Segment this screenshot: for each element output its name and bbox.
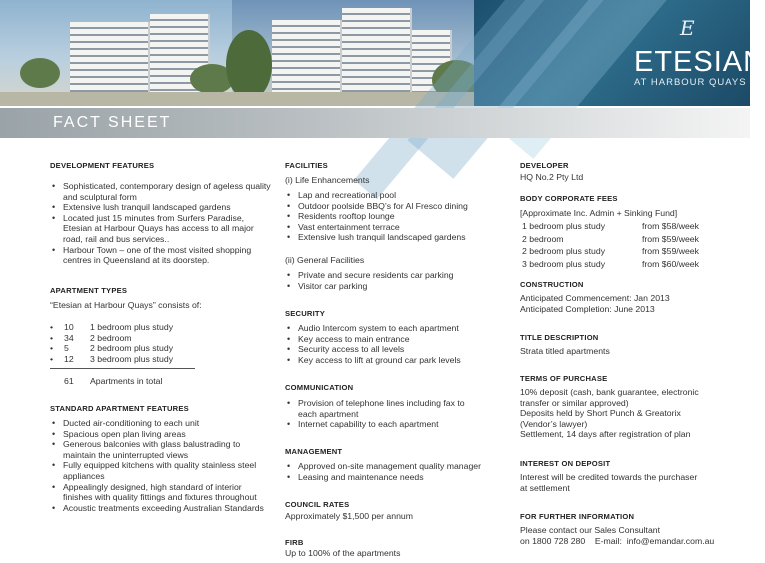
list-item: • Private and secure residents car parking	[285, 270, 507, 281]
list-item: • Extensive lush tranquil landscaped gardens	[285, 232, 507, 243]
list-item: • Generous balconies with glass balustrading to maintain the uninterrupted views	[50, 439, 265, 460]
firb-value: Up to 100% of the apartments	[285, 548, 401, 558]
firb-heading: FIRB	[285, 538, 304, 547]
list-item: • Outdoor poolside BBQ’s for Al Fresco dining	[285, 201, 507, 212]
body-corporate-note: [Approximate Inc. Admin + Sinking Fund]	[520, 208, 678, 218]
divider	[50, 368, 195, 369]
list-item: • Key access to main entrance	[285, 334, 507, 345]
building-photo-left	[0, 0, 232, 106]
council-rates-heading: COUNCIL RATES	[285, 500, 350, 509]
security-list	[285, 323, 507, 365]
list-item: • Sophisticated, contemporary design of ageless quality and sculptural form	[50, 181, 275, 202]
list-item: • Audio Intercom system to each apartment	[285, 323, 507, 334]
developer-value: HQ No.2 Pty Ltd	[520, 172, 584, 182]
standard-features-list	[50, 418, 265, 513]
body-corporate-fees-table	[520, 219, 701, 271]
interest-heading: INTEREST ON DEPOSIT	[520, 459, 611, 468]
list-item: • Provision of telephone lines including fax to each apartment	[285, 398, 485, 419]
further-info-line: Please contact our Sales Consultant	[520, 525, 661, 535]
list-item: • Vast entertainment terrace	[285, 222, 507, 233]
construction-completion: Anticipated Completion: June 2013	[520, 304, 655, 314]
facilities-heading: FACILITIES	[285, 161, 328, 170]
council-rates-value: Approximately $1,500 per annum	[285, 511, 413, 521]
standard-features-heading: STANDARD APARTMENT FEATURES	[50, 404, 189, 413]
list-item: • Ducted air-conditioning to each unit	[50, 418, 265, 429]
interest-text: Interest will be credited towards the purchaser at settlement	[520, 472, 698, 493]
communication-heading: COMMUNICATION	[285, 383, 354, 392]
list-item: • Appealingly designed, high standard of interior finishes with quality fittings and fixtures throughout	[50, 482, 265, 503]
title-description-heading: TITLE DESCRIPTION	[520, 333, 599, 342]
table-row: 2 bedroom from $59/week	[522, 233, 699, 244]
general-facilities-subheading: (ii) General Facilities	[285, 255, 365, 265]
security-heading: SECURITY	[285, 309, 325, 318]
body-corporate-heading: BODY CORPORATE FEES	[520, 194, 618, 203]
table-row: • 34 2 bedroom	[50, 332, 132, 343]
table-row: 3 bedroom plus study from $60/week	[522, 258, 699, 269]
brand-logo-icon: E	[680, 16, 695, 40]
brand-name: ETESIAN	[634, 46, 765, 78]
developer-heading: DEVELOPER	[520, 161, 569, 170]
management-heading: MANAGEMENT	[285, 447, 343, 456]
further-info-heading: FOR FURTHER INFORMATION	[520, 512, 635, 521]
list-item: • Acoustic treatments exceeding Australian Standards	[50, 503, 265, 514]
list-item: • Harbour Town – one of the most visited shopping centres in Queensland at its doorstep.	[50, 245, 275, 266]
table-row: 1 bedroom plus study from $58/week	[522, 221, 699, 231]
list-item: • Spacious open plan living areas	[50, 429, 265, 440]
list-item: • Residents rooftop lounge	[285, 211, 507, 222]
list-item: • Fully equipped kitchens with quality stainless steel appliances	[50, 460, 265, 481]
table-row: • 12 3 bedroom plus study	[50, 353, 174, 364]
fact-sheet-bar	[0, 108, 750, 138]
list-item: • Key access to lift at ground car park levels	[285, 355, 507, 366]
list-item: • Security access to all levels	[285, 344, 507, 355]
list-item: • Internet capability to each apartment	[285, 419, 485, 430]
terms-of-purchase-text: 10% deposit (cash, bank guarantee, electronic transfer or similar approved) Deposits held by Short Punch & Greatorix (Vendor’s lawyer) Settlement, 14 days after registration of plan	[520, 387, 699, 440]
terms-of-purchase-heading: TERMS OF PURCHASE	[520, 374, 608, 383]
apartment-types-heading: APARTMENT TYPES	[50, 286, 128, 295]
life-enhancements-list	[285, 190, 507, 243]
contact-details: on 1800 728 280 E-mail: info@emandar.com.au	[520, 536, 715, 546]
brand-subtitle: AT HARBOUR QUAYS	[634, 77, 747, 88]
list-item: • Visitor car parking	[285, 281, 507, 292]
list-item: • Approved on-site management quality manager	[285, 461, 510, 472]
header-banner	[0, 0, 765, 106]
brand-panel	[474, 0, 765, 106]
apartment-total-row: 61 Apartments in total	[64, 376, 163, 386]
management-list	[285, 461, 510, 482]
apartment-types-intro: “Etesian at Harbour Quays” consists of:	[50, 300, 202, 310]
table-row: 2 bedroom plus study from $59/week	[522, 246, 699, 257]
list-item: • Extensive lush tranquil landscaped gardens	[50, 202, 275, 213]
construction-heading: CONSTRUCTION	[520, 280, 584, 289]
construction-commencement: Anticipated Commencement: Jan 2013	[520, 293, 670, 303]
apartment-types-table	[50, 322, 173, 364]
title-description-value: Strata titled apartments	[520, 346, 610, 356]
list-item: • Located just 15 minutes from Surfers Paradise, Etesian at Harbour Quays has access to all major road, rail and bus services..	[50, 213, 275, 245]
general-facilities-list	[285, 270, 507, 291]
life-enhancements-subheading: (i) Life Enhancements	[285, 175, 370, 185]
table-row: • 5 2 bedroom plus study	[50, 343, 174, 354]
list-item: • Leasing and maintenance needs	[285, 472, 510, 483]
development-features-heading: DEVELOPMENT FEATURES	[50, 161, 155, 170]
fact-sheet-title: FACT SHEET	[53, 114, 172, 131]
communication-list	[285, 398, 485, 430]
development-features-list	[50, 181, 275, 266]
table-row: • 10 1 bedroom plus study	[50, 322, 174, 332]
list-item: • Lap and recreational pool	[285, 190, 507, 201]
